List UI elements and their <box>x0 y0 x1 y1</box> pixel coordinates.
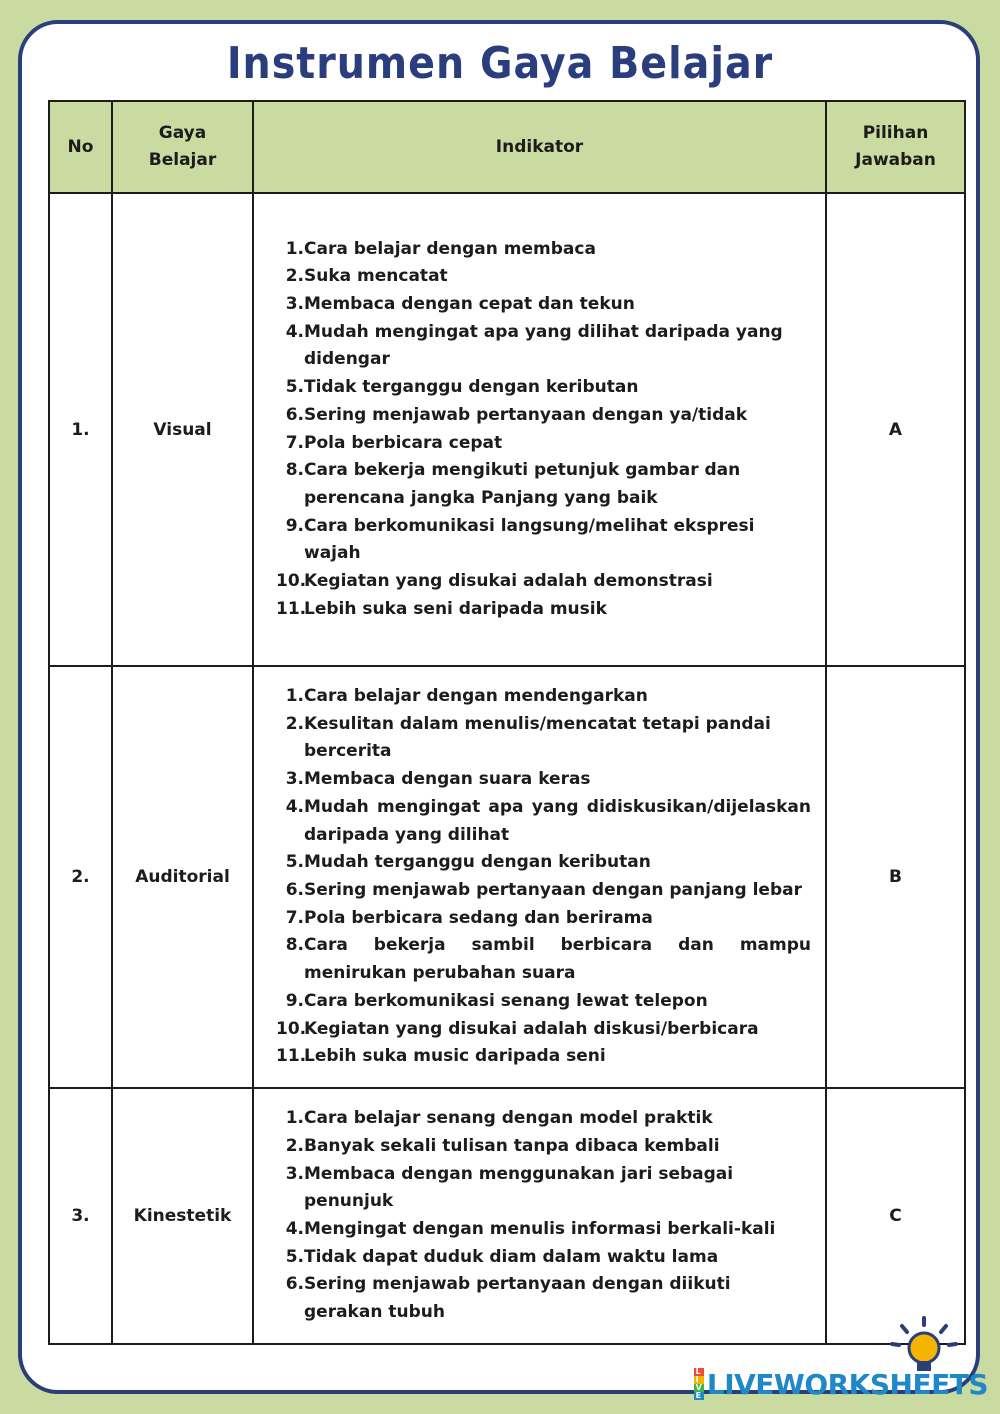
list-item: 6. Sering menjawab pertanyaan dengan ya/tidak <box>285 404 748 425</box>
indicator-cell <box>253 193 826 666</box>
header-gaya-belajar: Gaya Belajar <box>112 101 253 193</box>
row-number: 2. <box>49 666 112 1088</box>
liveworksheets-logo[interactable] <box>694 1364 988 1404</box>
list-item: 7. Pola berbicara sedang dan berirama <box>285 907 653 928</box>
list-item: 6. Sering menjawab pertanyaan dengan diikuti gerakan tubuh <box>285 1274 731 1323</box>
list-item: 10. Kegiatan yang disukai adalah demonstrasi <box>276 571 713 592</box>
answer-choice: B <box>826 666 965 1088</box>
list-item: 1. Cara belajar dengan membaca <box>285 238 596 259</box>
logo-text: LIVEWORKSHEETS <box>706 1367 988 1401</box>
list-item: 9. Cara berkomunikasi langsung/melihat ekspresi wajah <box>285 515 755 564</box>
table-row <box>49 193 965 666</box>
indicator-list <box>276 683 811 1071</box>
list-item: 5. Tidak dapat duduk diam dalam waktu lama <box>285 1246 719 1267</box>
row-number: 3. <box>49 1088 112 1344</box>
learning-style-name: Auditorial <box>112 666 253 1088</box>
list-item: 2. Kesulitan dalam menulis/mencatat tetapi pandai bercerita <box>285 713 771 762</box>
indicator-list <box>276 236 811 624</box>
header-no: No <box>49 101 112 193</box>
page-title: Instrumen Gaya Belajar <box>226 38 774 89</box>
list-item: 9. Cara berkomunikasi senang lewat telepon <box>285 990 708 1011</box>
logo-badge: L I V E <box>695 1367 702 1400</box>
list-item: 3. Membaca dengan cepat dan tekun <box>285 293 635 314</box>
header-pilihan-jawaban: Pilihan Jawaban <box>826 101 965 193</box>
header-indikator: Indikator <box>253 101 826 193</box>
answer-choice: C <box>826 1088 965 1344</box>
list-item: 2. Suka mencatat <box>285 266 448 287</box>
list-item: 4. Mudah mengingat apa yang didiskusikan/dijelaskan daripada yang dilihat <box>285 796 811 845</box>
list-item: 6. Sering menjawab pertanyaan dengan panjang lebar <box>285 880 802 900</box>
learning-style-name: Kinestetik <box>112 1088 253 1344</box>
list-item: 1. Cara belajar dengan mendengarkan <box>285 686 648 707</box>
list-item: 8. Cara bekerja mengikuti petunjuk gambar dan perencana jangka Panjang yang baik <box>285 460 741 508</box>
indicator-list <box>276 1105 811 1327</box>
list-item: 4. Mudah mengingat apa yang dilihat daripada yang didengar <box>285 321 783 370</box>
list-item: 3. Membaca dengan suara keras <box>285 769 591 790</box>
list-item: 1. Cara belajar senang dengan model praktik <box>285 1108 713 1129</box>
answer-choice: A <box>826 193 965 666</box>
list-item: 5. Mudah terganggu dengan keributan <box>285 852 651 873</box>
learning-style-table <box>48 100 966 1345</box>
indicator-cell <box>253 1088 826 1344</box>
table-row <box>49 666 965 1088</box>
list-item: 11. Lebih suka seni daripada musik <box>276 598 607 619</box>
list-item: 5. Tidak terganggu dengan keributan <box>285 377 639 398</box>
list-item: 10. Kegiatan yang disukai adalah diskusi/berbicara <box>276 1018 759 1039</box>
list-item: 7. Pola berbicara cepat <box>285 432 503 453</box>
list-item: 3. Membaca dengan menggunakan jari sebagai penunjuk <box>285 1163 734 1212</box>
list-item: 8. Cara bekerja sambil berbicara dan mampu menirukan perubahan suara <box>285 935 811 984</box>
list-item: 4. Mengingat dengan menulis informasi berkali-kali <box>285 1219 776 1239</box>
table-header-row <box>49 101 965 193</box>
list-item: 2. Banyak sekali tulisan tanpa dibaca kembali <box>285 1135 720 1156</box>
list-item: 11. Lebih suka music daripada seni <box>276 1046 606 1067</box>
indicator-cell <box>253 666 826 1088</box>
learning-style-name: Visual <box>112 193 253 666</box>
table-row <box>49 1088 965 1344</box>
row-number: 1. <box>49 193 112 666</box>
